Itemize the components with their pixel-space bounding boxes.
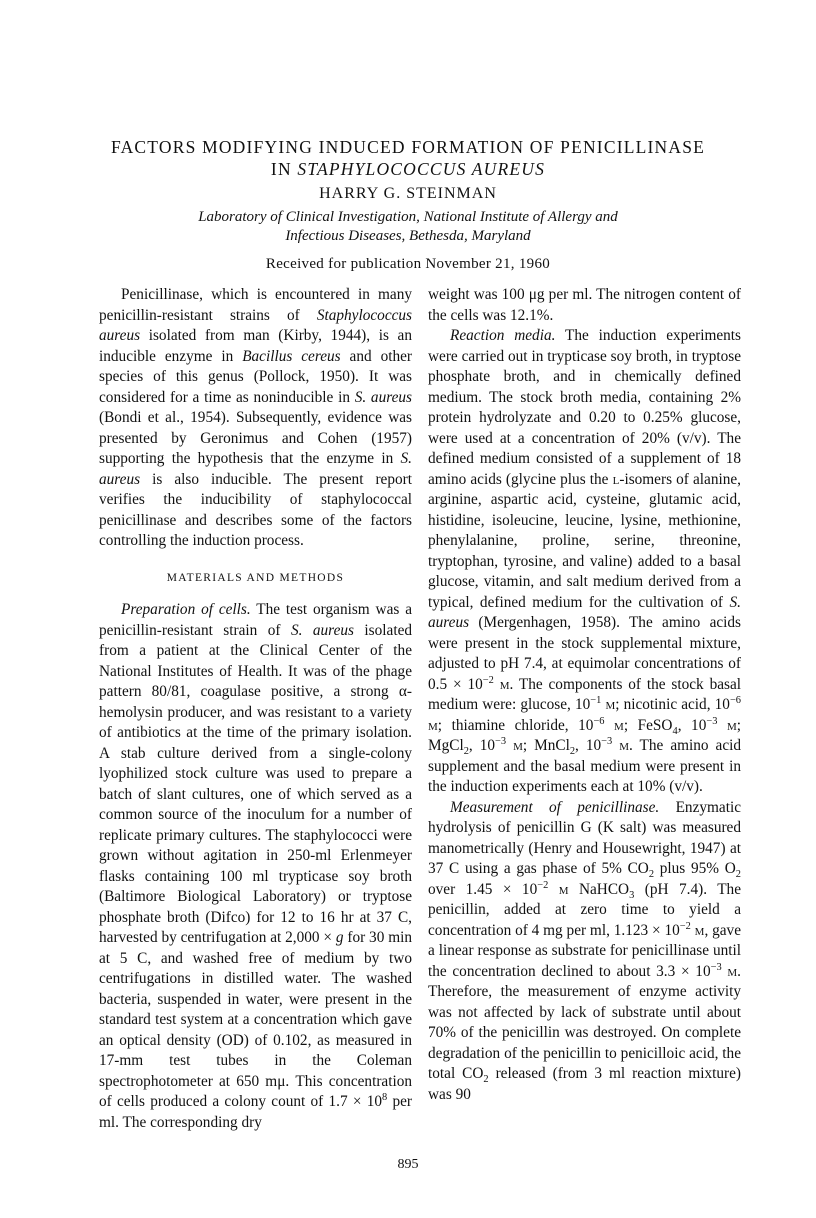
continued-paragraph: weight was 100 μg per ml. The nitrogen content of the cells was 12.1%.: [428, 286, 741, 324]
reaction-heading: Reaction media.: [450, 327, 556, 344]
preparation-text: The test organism was a penicillin-resistant strain of S. aureus isolated from a patient at the Clinical Center of the National Institutes of Health. It was of the phage pattern 80/81, coagulase positive, a strong α-hemolysin producer, and was resistant to a variety of antibiotics at the time of the primary isolation. A stab culture derived from a single-colony lyophilized stock culture was used to prepare a batch of slant cultures, one of which served as a common source of the inoculum for a number of replicate primary cultures. The staphylococci were grown without agitation in 250-ml Erlenmeyer flasks containing 100 ml trypticase soy broth (Baltimore Biological Laboratory) or tryptose phosphate broth (Difco) for 12 to 16 hr at 37 C, harvested by centrifugation at 2,000 × g for 30 min at 5 C, and washed free of medium by two centrifugations in distilled water. The washed bacteria, suspended in water, were present in the standard test system at a concentration which gave an optical density (OD) of 0.102, as measured in 17-mm test tubes in the Coleman spectrophotometer at 650 mμ. This concentration of cells produced a colony count of $1.7 \times 10^8$ per ml. The corresponding dry: [99, 601, 413, 1131]
right-column: [428, 285, 741, 1105]
title-prefix: IN: [270, 159, 298, 179]
measurement-paragraph: [428, 798, 741, 1106]
measurement-text: Enzymatic hydrolysis of penicillin G (K salt) was measured manometrically (Henry and Housewright, 1947) at 37 C using a gas phase of 5% $CO_2$ plus 95% $O_2$ over $1.45 \times 10^{-2}$ m NaHCO$_3$ (pH 7.4). The penicillin, added at zero time to yield a concentration of 4 mg per ml, $1.123 \times 10^{-2}$ m, gave a linear response as substrate for penicillinase until the concentration declined to about $3.3 \times 10^{-3}$ m. Therefore, the measurement of enzyme activity was not affected by lack of substrate until about 70% of the penicillin was destroyed. On complete degradation of the penicillin to penicilloic acid, the total $CO_2$ released (from 3 ml reaction mixture) was 90: [428, 798, 742, 1103]
received-date: Received for publication November 21, 1960: [265, 256, 551, 272]
reaction-paragraph: [428, 326, 741, 798]
article-title-line-1: FACTORS MODIFYING INDUCED FORMATION OF PENICILLINASE: [110, 137, 706, 157]
reaction-text: The induction experiments were carried out in trypticase soy broth, in tryptose phosphate broth, and in chemically defined medium. The stock broth media, containing 2% protein hydrolyzate and 0.20 to 0.25% glucose, were used at a concentration of 20% (v/v). The defined medium consisted of a supplement of 18 amino acids (glycine plus the l-isomers of alanine, arginine, aspartic acid, cysteine, glutamic acid, histidine, isoleucine, leucine, lysine, methionine, phenylalanine, proline, serine, threonine, tryptophan, tyrosine, and valine) added to a basal glucose, vitamin, and salt medium derived from a typical, defined medium for the cultivation of S. aureus (Mergenhagen, 1958). The amino acids were present in the stock supplemental mixture, adjusted to pH 7.4, at equimolar concentrations of $0.5 \times 10^{-2}$ m. The components of the stock basal medium were: glucose, $10^{-1}$ m; nicotinic acid, $10^{-6}$ m; thiamine chloride, $10^{-6}$ m; FeSO$_4$, $10^{-3}$ m; MgCl$_2$, $10^{-3}$ m; MnCl$_2$, $10^{-3}$ m. The amino acid supplement and the basal medium were present in the induction experiments each at 10% (v/v).: [428, 327, 742, 795]
title-organism: STAPHYLOCOCCUS AUREUS: [297, 159, 546, 179]
measurement-heading: Measurement of penicillinase.: [450, 798, 660, 816]
preparation-heading: Preparation of cells.: [121, 601, 251, 618]
article-title-line-2: [0, 157, 816, 181]
affiliation-line-1: Laboratory of Clinical Investigation, National Institute of Allergy and: [198, 209, 618, 225]
preparation-paragraph: [99, 600, 412, 1133]
affiliation-line-2: Infectious Diseases, Bethesda, Maryland: [285, 228, 531, 244]
author-name: HARRY G. STEINMAN: [319, 185, 497, 202]
section-heading: MATERIALS AND METHODS: [166, 571, 345, 584]
page-number: 895: [397, 1157, 419, 1172]
intro-paragraph: Penicillinase, which is encountered in many penicillin-resistant strains of Staphylococcus aureus isolated from man (Kirby, 1944), is an inducible enzyme in Bacillus cereus and other species of this genus (Pollock, 1950). It was considered for a time as noninducible in S. aureus (Bondi et al., 1954). Subsequently, evidence was presented by Geronimus and Cohen (1957) supporting the hypothesis that the enzyme in S. aureus is also inducible. The present report verifies the inducibility of staphylococcal penicillinase and describes some of the factors controlling the induction process.: [99, 286, 412, 549]
left-column: [99, 285, 412, 1133]
